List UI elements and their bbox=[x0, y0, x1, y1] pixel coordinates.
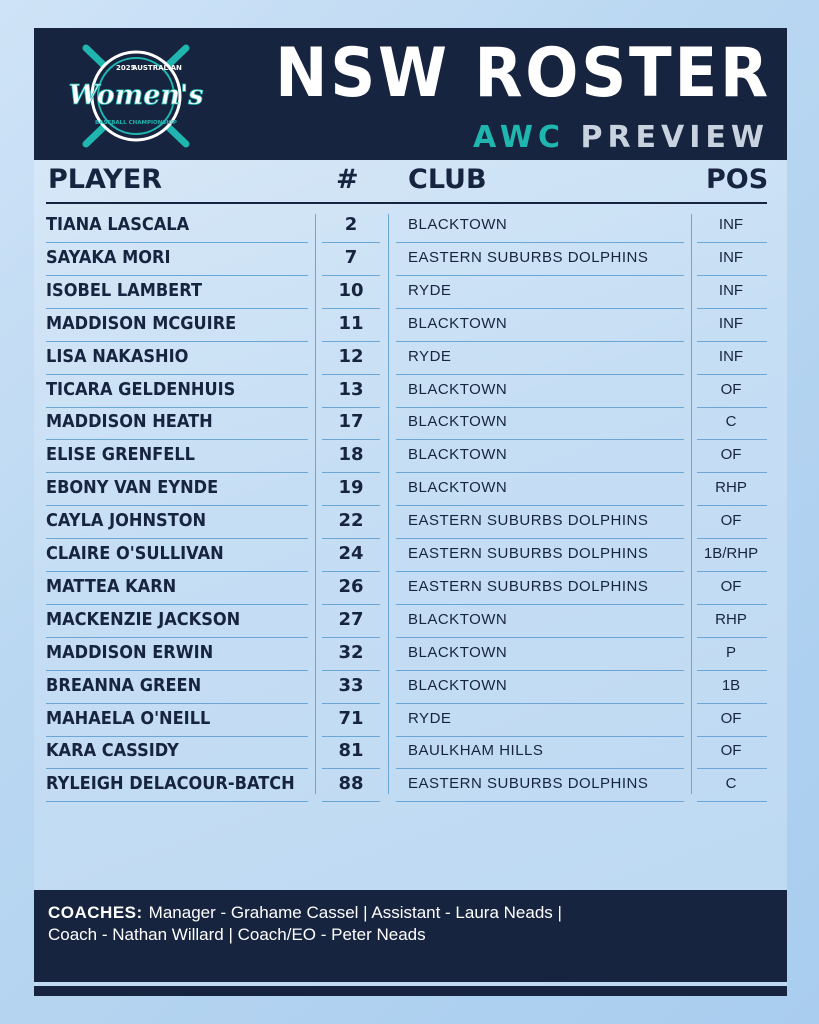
col-header-position: POS bbox=[706, 164, 769, 195]
page-title: NSW ROSTER bbox=[275, 34, 771, 113]
player-club: EASTERN SUBURBS DOLPHINS bbox=[408, 545, 649, 562]
player-number: 2 bbox=[344, 214, 358, 235]
player-position: OF bbox=[720, 742, 742, 760]
player-name: RYLEIGH DELACOUR-BATCH bbox=[46, 773, 295, 795]
player-name: CAYLA JOHNSTON bbox=[46, 510, 207, 532]
table-row bbox=[34, 638, 787, 671]
coaches-line-1: Manager - Grahame Cassel | Assistant - Laura Neads | bbox=[148, 903, 562, 922]
player-club: EASTERN SUBURBS DOLPHINS bbox=[408, 577, 649, 595]
coaches-label: COACHES: bbox=[48, 903, 143, 922]
table-row bbox=[34, 605, 787, 638]
player-position: OF bbox=[720, 577, 742, 595]
coaches-text bbox=[48, 902, 773, 946]
col-header-player: PLAYER bbox=[48, 164, 163, 195]
player-name: MADDISON MCGUIRE bbox=[46, 312, 237, 334]
col-header-club: CLUB bbox=[408, 164, 487, 195]
player-number: 24 bbox=[338, 543, 364, 564]
player-number: 19 bbox=[338, 477, 364, 499]
player-club: EASTERN SUBURBS DOLPHINS bbox=[408, 775, 649, 793]
player-number: 18 bbox=[338, 444, 364, 466]
player-name: CLAIRE O'SULLIVAN bbox=[46, 543, 224, 564]
player-number: 7 bbox=[344, 246, 358, 268]
table-row bbox=[34, 210, 787, 243]
player-position: INF bbox=[718, 314, 744, 332]
womens-baseball-logo bbox=[56, 36, 216, 154]
table-row bbox=[34, 407, 787, 440]
player-number: 10 bbox=[338, 279, 364, 301]
player-position: INF bbox=[718, 281, 744, 299]
player-club: BLACKTOWN bbox=[408, 479, 508, 497]
player-club: RYDE bbox=[408, 709, 452, 727]
player-club: RYDE bbox=[408, 347, 452, 365]
player-club: BLACKTOWN bbox=[408, 446, 508, 464]
footer-bar bbox=[34, 986, 787, 996]
table-row bbox=[34, 440, 787, 473]
logo-bottom-text: BASEBALL CHAMPIONSHIP bbox=[95, 120, 177, 126]
player-club: BLACKTOWN bbox=[408, 380, 508, 398]
table-row bbox=[34, 769, 787, 802]
player-position: OF bbox=[720, 512, 742, 530]
player-number: 17 bbox=[338, 411, 364, 433]
player-number: 12 bbox=[338, 345, 364, 367]
player-number: 13 bbox=[338, 378, 364, 400]
player-number: 71 bbox=[338, 707, 364, 729]
table-row bbox=[34, 506, 787, 539]
table-row bbox=[34, 704, 787, 737]
player-name: EBONY VAN EYNDE bbox=[46, 477, 219, 499]
player-club: BLACKTOWN bbox=[408, 610, 508, 628]
player-number: 81 bbox=[338, 740, 364, 762]
table-row bbox=[34, 375, 787, 408]
coaches-line-2: Coach - Nathan Willard | Coach/EO - Peter Neads bbox=[48, 925, 426, 944]
player-position: P bbox=[725, 643, 736, 661]
player-number: 33 bbox=[338, 674, 364, 696]
subtitle-preview: PREVIEW bbox=[580, 120, 769, 155]
player-position: C bbox=[725, 413, 737, 431]
player-name: MADDISON HEATH bbox=[46, 411, 213, 433]
table-row bbox=[34, 243, 787, 276]
player-number: 22 bbox=[338, 510, 364, 532]
row-divider bbox=[396, 801, 684, 802]
row-divider bbox=[322, 801, 380, 802]
player-position: C bbox=[725, 775, 737, 793]
player-name: MADDISON ERWIN bbox=[46, 641, 214, 663]
player-name: MAHAELA O'NEILL bbox=[46, 707, 211, 729]
player-name: TICARA GELDENHUIS bbox=[46, 378, 236, 400]
player-position: INF bbox=[718, 347, 744, 365]
logo-main-text: Women's bbox=[68, 80, 204, 111]
logo-year: 2025 bbox=[116, 64, 136, 72]
player-club: RYDE bbox=[408, 281, 452, 299]
row-divider bbox=[697, 801, 767, 802]
player-name: BREANNA GREEN bbox=[46, 674, 202, 696]
player-club: BAULKHAM HILLS bbox=[408, 742, 544, 760]
player-position: 1B bbox=[721, 676, 741, 694]
player-club: BLACKTOWN bbox=[408, 216, 508, 233]
table-row bbox=[34, 572, 787, 605]
coaches-footer bbox=[34, 890, 787, 982]
player-position: OF bbox=[720, 709, 742, 727]
player-position: INF bbox=[718, 248, 744, 266]
player-name: LISA NAKASHIO bbox=[46, 345, 189, 367]
player-number: 26 bbox=[338, 575, 364, 597]
table-row bbox=[34, 539, 787, 572]
player-club: EASTERN SUBURBS DOLPHINS bbox=[408, 248, 649, 266]
player-club: EASTERN SUBURBS DOLPHINS bbox=[408, 512, 649, 530]
table-row bbox=[34, 309, 787, 342]
page-subtitle bbox=[473, 120, 769, 155]
player-name: SAYAKA MORI bbox=[46, 246, 171, 268]
col-header-number: # bbox=[336, 164, 359, 195]
table-row bbox=[34, 276, 787, 309]
logo-top-text: AUSTRALIAN bbox=[132, 64, 182, 72]
player-position: RHP bbox=[715, 479, 747, 497]
subtitle-awc: AWC bbox=[473, 120, 565, 155]
player-position: INF bbox=[718, 216, 744, 233]
row-divider bbox=[46, 801, 308, 802]
player-name: TIANA LASCALA bbox=[46, 214, 190, 235]
player-name: MATTEA KARN bbox=[46, 575, 177, 597]
roster-card bbox=[34, 28, 787, 996]
table-row bbox=[34, 736, 787, 769]
player-club: BLACKTOWN bbox=[408, 413, 508, 431]
player-number: 88 bbox=[338, 773, 364, 795]
player-club: BLACKTOWN bbox=[408, 643, 508, 661]
player-number: 27 bbox=[338, 608, 364, 630]
player-name: MACKENZIE JACKSON bbox=[46, 608, 241, 630]
player-name: ELISE GRENFELL bbox=[46, 444, 195, 466]
player-club: BLACKTOWN bbox=[408, 314, 508, 332]
header-divider bbox=[46, 202, 767, 204]
player-position: 1B/RHP bbox=[703, 545, 759, 562]
player-club: BLACKTOWN bbox=[408, 676, 508, 694]
player-name: ISOBEL LAMBERT bbox=[46, 279, 203, 301]
table-row bbox=[34, 473, 787, 506]
player-position: RHP bbox=[715, 610, 747, 628]
table-row bbox=[34, 342, 787, 375]
header-banner bbox=[34, 28, 787, 160]
player-number: 11 bbox=[338, 312, 364, 334]
table-row bbox=[34, 671, 787, 704]
player-number: 32 bbox=[338, 641, 364, 663]
player-position: OF bbox=[720, 380, 742, 398]
player-position: OF bbox=[720, 446, 742, 464]
player-name: KARA CASSIDY bbox=[46, 740, 179, 762]
